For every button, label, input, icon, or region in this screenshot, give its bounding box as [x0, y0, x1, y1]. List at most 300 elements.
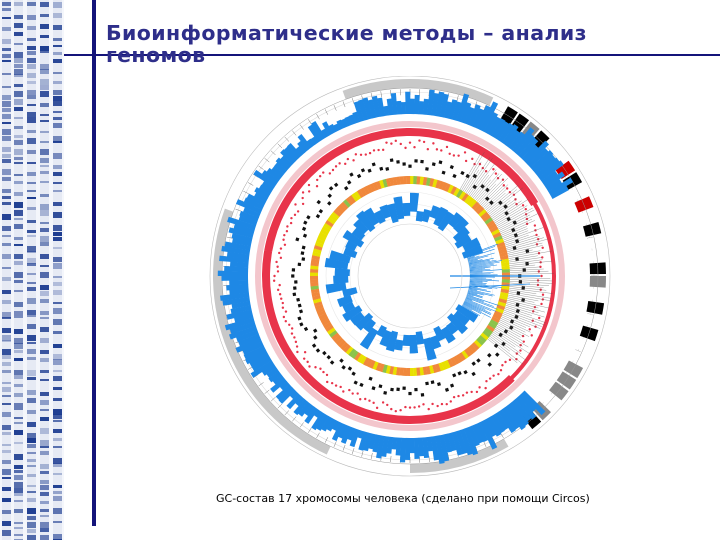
- gc-content-segment: [402, 335, 410, 346]
- feature-mark: [303, 234, 307, 238]
- gc-dot: [306, 361, 308, 363]
- gc-dot: [484, 387, 486, 389]
- gc-dot: [478, 386, 480, 388]
- density-line: [510, 279, 552, 280]
- gc-dot: [303, 357, 305, 359]
- gc-dot: [404, 147, 406, 149]
- feature-mark: [369, 377, 373, 381]
- gc-dot: [280, 257, 282, 259]
- gc-dot: [277, 270, 279, 272]
- density-line: [501, 317, 526, 328]
- feature-mark: [351, 371, 355, 375]
- gc-dot: [386, 404, 388, 406]
- gc-dot: [279, 293, 281, 295]
- feature-mark: [298, 304, 302, 308]
- gc-band: [406, 368, 410, 376]
- axis-tick: [308, 428, 311, 433]
- density-line: [510, 278, 550, 279]
- gc-dot: [399, 409, 401, 411]
- feature-mark: [460, 171, 464, 175]
- gc-dot: [436, 148, 438, 150]
- density-line: [506, 305, 545, 317]
- feature-mark: [396, 160, 400, 164]
- density-line: [487, 185, 519, 212]
- gc-content-segment: [333, 276, 348, 284]
- feature-mark: [312, 343, 316, 347]
- axis-tick: [265, 390, 270, 394]
- gc-dot: [296, 351, 298, 353]
- feature-mark: [313, 335, 317, 339]
- gc-dot: [291, 327, 293, 329]
- feature-mark: [330, 360, 335, 365]
- density-line: [489, 188, 523, 215]
- feature-mark: [293, 286, 297, 290]
- gc-dot: [540, 303, 542, 305]
- feature-mark: [359, 383, 363, 387]
- coverage-bar: [410, 99, 415, 114]
- gc-dot: [538, 317, 540, 319]
- gc-dot: [436, 405, 438, 407]
- feature-mark: [304, 327, 308, 331]
- gc-content-segment: [335, 268, 350, 276]
- axis-tick: [259, 382, 264, 386]
- density-line: [510, 271, 549, 272]
- gc-dot: [319, 368, 321, 370]
- gc-dot: [332, 169, 334, 171]
- axis-tick: [300, 422, 304, 427]
- feature-mark: [457, 371, 461, 375]
- gc-dot: [509, 359, 511, 361]
- axis-tick: [334, 105, 336, 110]
- density-line: [485, 193, 505, 210]
- density-line: [509, 261, 552, 265]
- density-line: [499, 215, 530, 231]
- density-line: [494, 330, 531, 354]
- gc-dot: [413, 406, 415, 408]
- gc-dot: [413, 146, 415, 148]
- gc-dot: [282, 302, 284, 304]
- gc-dot: [457, 395, 459, 397]
- gc-dot: [365, 153, 367, 155]
- gc-dot: [301, 197, 303, 199]
- gc-dot: [308, 190, 310, 192]
- gc-dot: [294, 214, 296, 216]
- gc-dot: [316, 185, 318, 187]
- gc-dot: [351, 392, 353, 394]
- coverage-bar: [410, 438, 415, 453]
- feature-mark: [306, 215, 310, 219]
- gc-dot: [308, 365, 310, 367]
- center-ring: [358, 224, 462, 328]
- coverage-bar: [405, 92, 410, 114]
- gc-band: [310, 279, 318, 283]
- feature-mark: [322, 351, 327, 356]
- feature-mark: [471, 361, 475, 365]
- axis-tick: [308, 119, 311, 124]
- gc-dot: [339, 386, 341, 388]
- gc-dot: [355, 153, 357, 155]
- gc-dot: [409, 141, 411, 143]
- gc-dot: [352, 159, 354, 161]
- gc-dot: [280, 247, 282, 249]
- gc-dot: [356, 392, 358, 394]
- axis-tick: [265, 158, 270, 162]
- feature-mark: [402, 387, 405, 390]
- gc-dot: [541, 247, 543, 249]
- gc-dot: [364, 398, 366, 400]
- feature-mark: [385, 167, 389, 171]
- feature-mark: [463, 370, 467, 374]
- feature-mark: [442, 171, 446, 175]
- gc-dot: [506, 187, 508, 189]
- gc-dot: [283, 316, 285, 318]
- axis-tick: [484, 441, 486, 446]
- gc-dot: [465, 160, 467, 162]
- gc-band: [410, 368, 414, 376]
- coverage-bar: [221, 276, 248, 281]
- feature-mark: [292, 268, 295, 271]
- gc-dot: [342, 390, 344, 392]
- gc-band: [310, 272, 318, 276]
- gc-dot: [523, 340, 525, 342]
- density-line: [476, 174, 499, 201]
- gc-dot: [286, 225, 288, 227]
- feature-mark: [425, 167, 429, 171]
- feature-mark: [408, 392, 411, 395]
- gc-dot: [525, 208, 527, 210]
- gc-dot: [285, 310, 287, 312]
- feature-mark: [408, 165, 411, 168]
- gc-dot: [314, 366, 316, 368]
- gc-dot: [427, 148, 429, 150]
- feature-mark: [476, 358, 481, 363]
- gc-dot: [377, 149, 379, 151]
- feature-mark: [348, 366, 352, 370]
- gc-dot: [485, 380, 487, 382]
- gc-dot: [295, 341, 297, 343]
- gc-dot: [492, 168, 494, 170]
- feature-mark: [452, 174, 456, 178]
- gc-dot: [302, 203, 304, 205]
- gc-content-segment: [410, 193, 419, 212]
- axis-tick: [429, 456, 430, 462]
- gc-dot: [449, 153, 451, 155]
- feature-mark: [450, 383, 454, 387]
- density-line: [495, 329, 523, 346]
- gc-dot: [348, 389, 350, 391]
- coverage-bar: [401, 102, 406, 114]
- gc-dot: [278, 252, 280, 254]
- axis-tick: [292, 131, 296, 136]
- density-line: [508, 251, 552, 259]
- feature-mark: [299, 322, 303, 326]
- gc-dot: [542, 293, 544, 295]
- density-line: [509, 286, 546, 290]
- gc-dot: [282, 239, 284, 241]
- gc-spike: [470, 272, 483, 273]
- density-line: [503, 313, 541, 328]
- feature-mark: [316, 348, 321, 353]
- gc-spike: [470, 274, 491, 275]
- feature-mark: [344, 186, 348, 190]
- gc-dot: [471, 158, 473, 160]
- slide-title: Биоинформатические методы – анализ геномов: [106, 21, 587, 67]
- gc-dot: [293, 336, 295, 338]
- gc-dot: [446, 403, 448, 405]
- feature-mark: [383, 391, 387, 395]
- feature-mark: [296, 298, 300, 302]
- feature-mark: [316, 214, 320, 218]
- gc-content-segment: [402, 203, 410, 216]
- axis-tick: [390, 456, 391, 462]
- axis-tick: [317, 114, 320, 119]
- feature-mark: [303, 221, 307, 225]
- gc-band: [403, 176, 407, 184]
- axis-tick: [334, 441, 336, 446]
- gc-dot: [331, 382, 333, 384]
- feature-mark: [432, 162, 436, 166]
- gc-dot: [316, 179, 318, 181]
- gc-dot: [441, 403, 443, 405]
- density-line: [506, 304, 538, 313]
- gc-dot: [504, 361, 506, 363]
- density-line: [509, 290, 536, 294]
- feature-mark: [445, 388, 449, 392]
- density-line: [507, 243, 542, 252]
- gc-band: [410, 176, 414, 184]
- gc-dot: [457, 154, 459, 156]
- axis-tick: [259, 166, 264, 170]
- gc-dot: [288, 324, 290, 326]
- gc-dot: [534, 224, 536, 226]
- gc-dot: [431, 403, 433, 405]
- feature-mark: [372, 162, 376, 166]
- feature-mark: [354, 380, 358, 384]
- feature-mark: [357, 174, 361, 178]
- feature-mark: [301, 257, 305, 261]
- feature-mark: [327, 193, 332, 198]
- feature-mark: [437, 382, 441, 386]
- feature-mark: [390, 388, 394, 392]
- axis-tick: [317, 433, 320, 438]
- gc-dot: [322, 371, 324, 373]
- gc-dot: [376, 407, 378, 409]
- density-line: [506, 236, 540, 246]
- feature-mark: [379, 167, 383, 171]
- feature-mark: [316, 200, 321, 205]
- density-line: [509, 257, 542, 262]
- density-line: [501, 219, 532, 234]
- feature-mark: [341, 365, 345, 369]
- gc-dot: [432, 142, 434, 144]
- density-line: [510, 281, 553, 283]
- gc-dot: [497, 373, 499, 375]
- vertical-divider: [92, 0, 96, 526]
- gc-dot: [446, 146, 448, 148]
- gc-dot: [369, 152, 371, 154]
- gel-electrophoresis-strip: [0, 0, 64, 540]
- gc-dot: [282, 306, 284, 308]
- gc-dot: [382, 149, 384, 151]
- gc-dot: [395, 140, 397, 142]
- feature-mark: [431, 380, 435, 384]
- gc-dot: [275, 261, 277, 263]
- gc-dot: [359, 398, 361, 400]
- axis-tick: [243, 191, 248, 194]
- feature-mark: [414, 388, 417, 391]
- gc-dot: [373, 149, 375, 151]
- gc-dot: [280, 298, 282, 300]
- gc-dot: [382, 401, 384, 403]
- gc-dot: [335, 384, 337, 386]
- gc-dot: [329, 172, 331, 174]
- gc-dot: [290, 217, 292, 219]
- gc-dot: [535, 234, 537, 236]
- feature-mark: [326, 355, 331, 360]
- feature-mark: [327, 201, 332, 206]
- feature-mark: [368, 169, 372, 173]
- density-line: [510, 273, 554, 274]
- density-line: [492, 202, 516, 219]
- gc-dot: [462, 394, 464, 396]
- feature-mark: [421, 393, 425, 397]
- gc-dot: [422, 403, 424, 405]
- feature-mark: [302, 227, 306, 231]
- feature-mark: [299, 309, 303, 313]
- gc-dot: [450, 400, 452, 402]
- axis-tick: [248, 183, 253, 186]
- gc-dot: [297, 210, 299, 212]
- gc-dot: [409, 406, 411, 408]
- gc-dot: [440, 149, 442, 151]
- gc-dot: [326, 374, 328, 376]
- gc-dot: [390, 408, 392, 410]
- feature-mark: [302, 246, 306, 250]
- gc-dot: [400, 143, 402, 145]
- gc-dot: [326, 381, 328, 383]
- feature-mark: [347, 180, 351, 184]
- feature-mark: [297, 316, 301, 320]
- gc-dot: [344, 163, 346, 165]
- gc-dot: [464, 151, 466, 153]
- gc-dot: [286, 230, 288, 232]
- feature-mark: [329, 186, 334, 191]
- gc-dot: [278, 284, 280, 286]
- feature-mark: [425, 382, 429, 386]
- feature-mark: [294, 280, 297, 283]
- gc-dot: [284, 244, 286, 246]
- gc-dot: [423, 141, 425, 143]
- gc-dot: [395, 410, 397, 412]
- axis-tick: [325, 109, 328, 114]
- gc-dot: [291, 332, 293, 334]
- gc-dot: [372, 402, 374, 404]
- figure-caption: GC-состав 17 хромосомы человека (сделано при помощи Circos): [216, 492, 590, 505]
- axis-tick: [325, 437, 328, 442]
- feature-mark: [313, 329, 317, 333]
- feature-mark: [298, 263, 302, 267]
- feature-mark: [450, 165, 454, 169]
- feature-mark: [452, 373, 456, 377]
- feature-mark: [339, 358, 344, 363]
- gc-dot: [304, 351, 306, 353]
- gc-dot: [529, 328, 531, 330]
- gc-dot: [368, 399, 370, 401]
- feature-mark: [487, 353, 492, 358]
- density-line: [505, 307, 532, 316]
- feature-mark: [487, 362, 492, 367]
- density-line: [507, 302, 545, 312]
- gc-dot: [283, 234, 285, 236]
- axis-tick: [292, 417, 296, 422]
- gc-band: [413, 368, 417, 376]
- gc-dot: [285, 320, 287, 322]
- feature-mark: [396, 388, 400, 392]
- feature-mark: [414, 159, 417, 162]
- feature-mark: [390, 158, 394, 162]
- circos-plot: [196, 76, 636, 486]
- gc-dot: [294, 203, 296, 205]
- gc-dot: [308, 184, 310, 186]
- gc-dot: [290, 222, 292, 224]
- gc-dot: [453, 154, 455, 156]
- gc-dot: [335, 165, 337, 167]
- gc-band: [502, 269, 510, 273]
- density-line: [510, 265, 535, 267]
- feature-mark: [402, 162, 405, 165]
- gc-dot: [489, 377, 491, 379]
- gc-dot: [470, 391, 472, 393]
- gc-dot: [385, 141, 387, 143]
- gc-dot: [519, 349, 521, 351]
- gc-dot: [276, 266, 278, 268]
- feature-mark: [439, 160, 443, 164]
- gc-dot: [404, 406, 406, 408]
- feature-mark: [301, 251, 305, 255]
- gc-dot: [277, 289, 279, 291]
- gc-dot: [319, 175, 321, 177]
- feature-mark: [372, 386, 376, 390]
- density-line: [509, 256, 538, 261]
- feature-mark: [334, 183, 339, 188]
- feature-mark: [361, 168, 365, 172]
- gc-dot: [418, 139, 420, 141]
- gc-dot: [360, 154, 362, 156]
- gc-dot: [390, 142, 392, 144]
- feature-mark: [420, 160, 424, 164]
- gc-dot: [531, 334, 533, 336]
- gc-dot: [338, 162, 340, 164]
- feature-mark: [319, 209, 323, 213]
- gc-dot: [492, 374, 494, 376]
- gc-dot: [453, 396, 455, 398]
- feature-mark: [349, 172, 353, 176]
- gc-dot: [522, 204, 524, 206]
- axis-tick: [390, 90, 391, 96]
- gc-dot: [476, 391, 478, 393]
- feature-mark: [379, 384, 383, 388]
- gc-dot: [296, 345, 298, 347]
- gc-dot: [302, 191, 304, 193]
- gc-dot: [273, 275, 275, 277]
- gc-band: [310, 276, 318, 280]
- gc-dot: [428, 408, 430, 410]
- feature-mark: [471, 372, 475, 376]
- gc-dot: [418, 405, 420, 407]
- feature-mark: [295, 237, 299, 241]
- gc-dot: [273, 280, 275, 282]
- density-line: [489, 338, 523, 365]
